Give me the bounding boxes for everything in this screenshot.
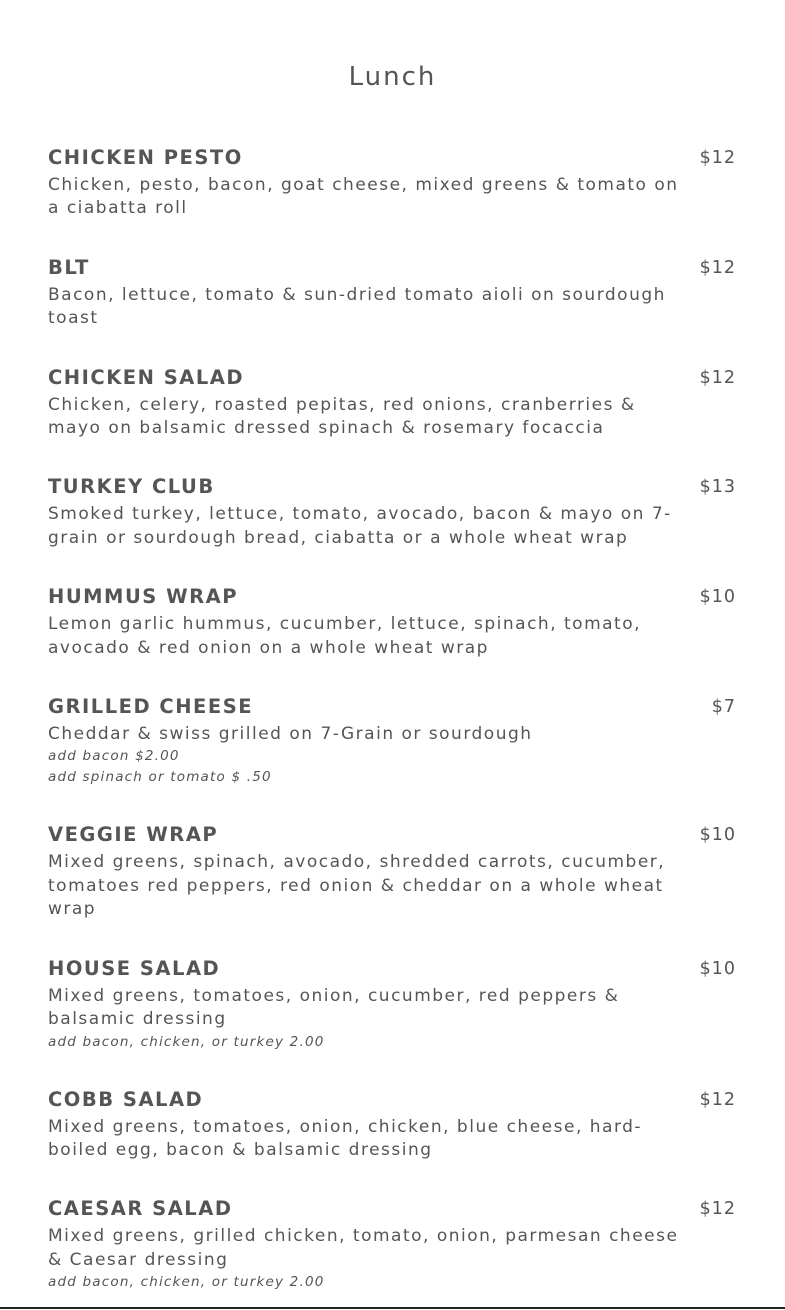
menu-item-name: GRILLED CHEESE bbox=[48, 695, 254, 719]
page-title: Lunch bbox=[348, 62, 437, 92]
menu-item-description: Cheddar & swiss grilled on 7-Grain or sourdough bbox=[48, 724, 533, 745]
menu-item-description: Lemon garlic hummus, cucumber, lettuce, spinach, tomato, avocado & red onion on a whole wheat wrap bbox=[48, 614, 642, 658]
menu-item-description: Mixed greens, tomatoes, onion, cucumber, red peppers & balsamic dressing bbox=[48, 985, 620, 1030]
menu-item-name: HUMMUS WRAP bbox=[48, 585, 239, 609]
menu-item-description: Chicken, pesto, bacon, goat cheese, mixed greens & tomato on a ciabatta roll bbox=[48, 175, 679, 219]
menu-item-name: COBB SALAD bbox=[48, 1087, 204, 1111]
menu-list bbox=[48, 144, 738, 1310]
menu-item-price: $10 bbox=[699, 587, 736, 608]
menu-item-price: $12 bbox=[699, 367, 736, 388]
menu-item-name: CHICKEN PESTO bbox=[48, 146, 243, 169]
menu-item bbox=[48, 821, 738, 921]
menu-item bbox=[48, 364, 738, 441]
menu-item-price: $7 bbox=[711, 697, 736, 718]
menu-item-name: CHICKEN SALAD bbox=[48, 365, 245, 389]
menu-item-price: $12 bbox=[699, 257, 736, 278]
menu-item-price: $12 bbox=[699, 148, 736, 168]
menu-item-name: TURKEY CLUB bbox=[48, 475, 215, 499]
menu-item-price: $12 bbox=[699, 1089, 736, 1110]
menu-item-addon-note: add bacon, chicken, or turkey 2.00 bbox=[48, 1274, 325, 1291]
menu-item bbox=[48, 254, 738, 331]
menu-item-addon-note: add spinach or tomato $ .50 bbox=[48, 769, 272, 786]
menu-item-description: Chicken, celery, roasted pepitas, red onions, cranberries & mayo on balsamic dressed spinach & rosemary focaccia bbox=[48, 394, 636, 439]
menu-item bbox=[48, 473, 738, 550]
menu-item-name: VEGGIE WRAP bbox=[48, 823, 219, 847]
menu-item-addon-note: add bacon $2.00 bbox=[48, 748, 180, 765]
menu-item-description: Smoked turkey, lettuce, tomato, avocado, bacon & mayo on 7-grain or sourdough bread, ciabatta or a whole wheat wrap bbox=[48, 504, 672, 548]
menu-item-price: $10 bbox=[699, 825, 736, 846]
menu-item bbox=[48, 144, 738, 221]
menu-item bbox=[48, 693, 738, 788]
menu-item bbox=[48, 1195, 738, 1293]
bottom-divider bbox=[0, 1307, 785, 1309]
menu-item-description: Bacon, lettuce, tomato & sun-dried tomato aioli on sourdough toast bbox=[48, 284, 666, 329]
menu-item bbox=[48, 1086, 738, 1163]
menu-item bbox=[48, 583, 738, 660]
menu-item-description: Mixed greens, spinach, avocado, shredded carrots, cucumber, tomatoes red peppers, red onion & cheddar on a whole wheat wrap bbox=[48, 852, 666, 920]
menu-item-description: Mixed greens, grilled chicken, tomato, onion, parmesan cheese & Caesar dressing bbox=[48, 1226, 679, 1270]
menu-item-name: BLT bbox=[48, 255, 90, 279]
menu-item-price: $12 bbox=[699, 1199, 736, 1220]
menu-item-addon-note: add bacon, chicken, or turkey 2.00 bbox=[48, 1033, 325, 1050]
menu-item-name: CAESAR SALAD bbox=[48, 1197, 233, 1221]
menu-item-name: HOUSE SALAD bbox=[48, 956, 221, 980]
menu-item bbox=[48, 955, 738, 1053]
menu-item-price: $10 bbox=[699, 958, 736, 979]
menu-item-description: Mixed greens, tomatoes, onion, chicken, blue cheese, hard-boiled egg, bacon & balsamic dressing bbox=[48, 1116, 643, 1160]
menu-item-price: $13 bbox=[699, 477, 736, 498]
